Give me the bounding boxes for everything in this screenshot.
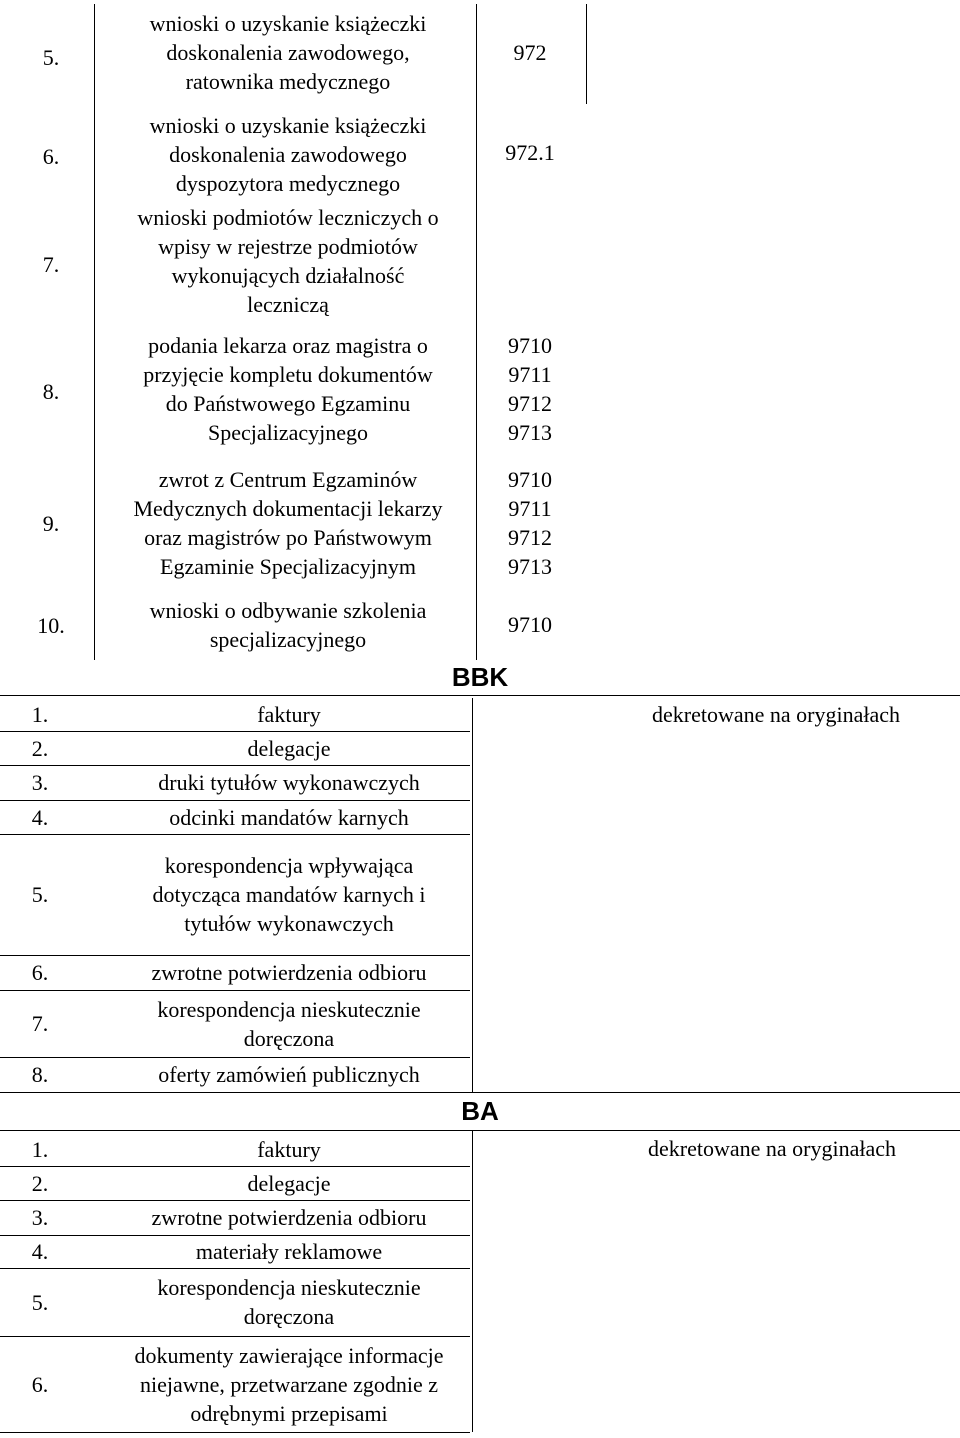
- row-description: faktury: [257, 1136, 321, 1162]
- row-rule: [0, 1092, 960, 1093]
- row-number: 6.: [42, 143, 60, 169]
- row-rule: [0, 955, 470, 956]
- column-rule: [94, 4, 95, 660]
- section-header-bbk: BBK: [451, 662, 509, 692]
- row-number: 3.: [31, 1205, 49, 1230]
- row-rule: [0, 1200, 470, 1201]
- row-number: 5.: [31, 882, 49, 907]
- classification-code: 9711: [508, 362, 552, 387]
- row-description: zwrotne potwierdzenia odbioru: [151, 960, 427, 985]
- row-rule: [0, 695, 960, 696]
- row-description: zwrot z Centrum Egzaminów: [158, 467, 418, 492]
- decree-note: dekretowane na oryginałach: [652, 702, 900, 727]
- classification-code: 9712: [508, 525, 552, 550]
- row-number: 4.: [31, 1239, 49, 1264]
- row-description: leczniczą: [247, 292, 329, 317]
- row-rule: [0, 800, 470, 801]
- row-description: delegacje: [247, 735, 331, 761]
- row-description: odcinki mandatów karnych: [169, 804, 409, 830]
- row-rule: [0, 1130, 960, 1131]
- row-rule: [0, 990, 470, 991]
- classification-code: 9710: [508, 611, 552, 637]
- row-rule: [0, 765, 470, 766]
- row-number: 6.: [31, 960, 49, 985]
- row-rule: [0, 1268, 470, 1269]
- classification-code: 9711: [508, 496, 552, 521]
- row-description: wnioski podmiotów leczniczych o: [137, 205, 439, 230]
- row-description: doskonalenia zawodowego,: [166, 40, 410, 65]
- row-number: 3.: [31, 770, 49, 795]
- row-description: druki tytułów wykonawczych: [158, 770, 420, 795]
- row-number: 9.: [42, 510, 60, 536]
- classification-code: 972: [513, 39, 547, 65]
- decree-note: dekretowane na oryginałach: [648, 1136, 896, 1161]
- row-description: wpisy w rejestrze podmiotów: [158, 234, 418, 259]
- row-description: doskonalenia zawodowego: [169, 142, 407, 167]
- column-rule: [472, 698, 473, 1092]
- classification-code: 9710: [508, 467, 552, 492]
- classification-code: 9712: [508, 391, 552, 416]
- row-description: specjalizacyjnego: [209, 627, 367, 652]
- row-number: 7.: [31, 1011, 49, 1036]
- row-rule: [0, 1166, 470, 1167]
- classification-code: 9713: [508, 554, 552, 579]
- row-description: wnioski o uzyskanie książeczki: [149, 113, 427, 138]
- row-description: doręczona: [243, 1304, 335, 1329]
- row-rule: [0, 1336, 470, 1337]
- row-number: 8.: [42, 378, 60, 404]
- row-description: faktury: [257, 702, 321, 727]
- classification-code: 9713: [508, 420, 552, 445]
- column-rule: [586, 4, 587, 104]
- row-number: 5.: [42, 44, 60, 70]
- row-description: Egzaminie Specjalizacyjnym: [160, 554, 416, 579]
- row-description: przyjęcie kompletu dokumentów: [143, 362, 433, 387]
- row-description: dyspozytora medycznego: [175, 171, 401, 196]
- row-description: wnioski o uzyskanie książeczki: [149, 11, 427, 36]
- row-description: doręczona: [243, 1025, 335, 1051]
- classification-code: 972.1: [505, 139, 555, 165]
- row-number: 4.: [31, 804, 49, 830]
- row-number: 2.: [31, 1170, 49, 1196]
- row-description: korespondencja nieskutecznie: [157, 1275, 421, 1300]
- row-description: odrębnymi przepisami: [190, 1400, 388, 1426]
- row-description: dotycząca mandatów karnych i: [152, 882, 426, 907]
- row-description: korespondencja wpływająca: [164, 853, 414, 878]
- column-rule: [472, 1130, 473, 1432]
- row-description: Medycznych dokumentacji lekarzy: [133, 496, 443, 521]
- row-number: 2.: [31, 735, 49, 761]
- row-description: wykonujących działalność: [171, 263, 405, 288]
- row-description: wnioski o odbywanie szkolenia: [149, 598, 427, 623]
- row-description: zwrotne potwierdzenia odbioru: [151, 1205, 427, 1230]
- row-description: niejawne, przetwarzane zgodnie z: [139, 1371, 439, 1397]
- column-rule: [476, 4, 477, 660]
- row-rule: [0, 1235, 470, 1236]
- row-description: tytułów wykonawczych: [184, 911, 394, 936]
- row-description: ratownika medycznego: [185, 69, 391, 94]
- row-rule: [0, 1432, 470, 1433]
- row-number: 10.: [37, 612, 65, 638]
- row-rule: [0, 1057, 470, 1058]
- row-description: delegacje: [247, 1170, 331, 1196]
- row-number: 6.: [31, 1371, 49, 1397]
- row-description: do Państwowego Egzaminu: [165, 391, 411, 416]
- row-rule: [0, 731, 470, 732]
- row-rule: [0, 834, 470, 835]
- row-number: 8.: [31, 1062, 49, 1087]
- row-number: 1.: [31, 1136, 49, 1162]
- row-number: 1.: [31, 702, 49, 727]
- row-description: Specjalizacyjnego: [207, 420, 369, 445]
- row-description: oraz magistrów po Państwowym: [144, 525, 432, 550]
- row-number: 5.: [31, 1289, 49, 1315]
- row-number: 7.: [42, 251, 60, 277]
- row-description: dokumenty zawierające informacje: [134, 1342, 444, 1368]
- classification-code: 9710: [508, 333, 552, 358]
- row-description: korespondencja nieskutecznie: [157, 996, 421, 1022]
- section-header-ba: BA: [461, 1096, 499, 1126]
- row-description: oferty zamówień publicznych: [158, 1062, 420, 1087]
- row-description: podania lekarza oraz magistra o: [148, 333, 428, 358]
- row-description: materiały reklamowe: [195, 1239, 383, 1264]
